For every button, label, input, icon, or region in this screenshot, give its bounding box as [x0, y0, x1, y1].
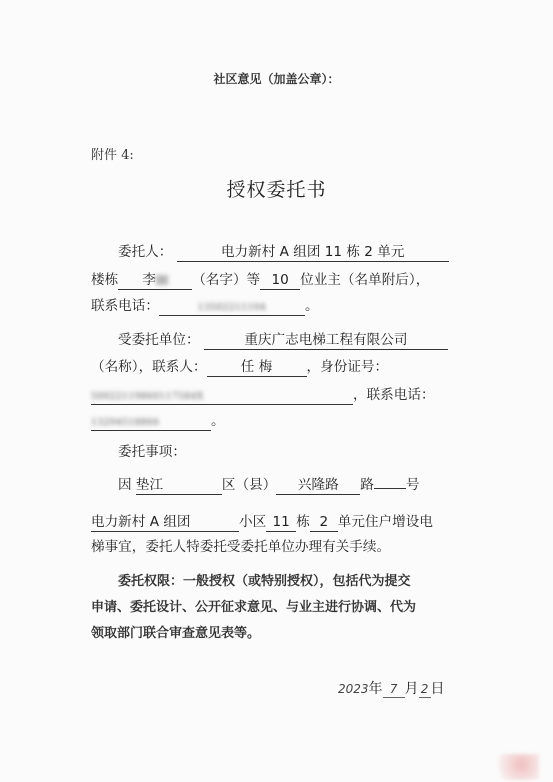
date-day: 2: [419, 683, 431, 698]
owner-count: 10: [260, 273, 300, 290]
agent-company: 重庆广志电梯工程有限公司: [204, 333, 448, 350]
agent-line-2: [91, 355, 475, 377]
agent-label: 受委托单位：: [118, 332, 200, 348]
matter-line-1: [118, 473, 475, 495]
client-phone-field: [159, 299, 305, 316]
red-seal-fragment: [495, 754, 539, 780]
client-phone-end: 。: [304, 298, 319, 314]
matter-road: 兴隆路: [276, 478, 360, 495]
agent-line-1: [118, 328, 475, 350]
client-name-field: [118, 273, 192, 290]
date-month: 7: [383, 683, 405, 698]
date-month-label: 月: [404, 681, 419, 697]
attachment-label: 附件 4:: [91, 148, 134, 163]
date-year: 2023: [338, 682, 369, 696]
agent-id-field: [91, 388, 353, 405]
owner-count-suffix: 位业主（名单附后），: [300, 272, 430, 288]
scope-line-3: 领取部门联合审查意见表等。: [91, 626, 261, 641]
agent-phone-end: 。: [211, 413, 225, 429]
matter-label-line: [118, 440, 475, 460]
agent-phone: 13294518866: [91, 418, 160, 428]
matter-label: 委托事项：: [118, 444, 186, 460]
agent-phone-field: [91, 414, 211, 431]
matter-unit-label: 单元住户增设电: [337, 514, 433, 530]
matter-number-label: 号: [405, 477, 420, 493]
client-line-2: [91, 268, 475, 290]
client-name-label: （名字）等: [192, 272, 261, 288]
page-title: 授权委托书: [226, 179, 327, 201]
community-opinion-label: 社区意见（加盖公章）：: [213, 72, 340, 86]
matter-district: 垫江: [136, 478, 222, 495]
agent-line-3: [91, 383, 475, 405]
agent-name-label: （名称），联系人：: [91, 359, 207, 375]
matter-prefix: 因: [118, 477, 132, 493]
matter-building-label: 栋: [296, 514, 310, 530]
client-line-3: [91, 294, 475, 316]
client-label: 委托人：: [118, 244, 173, 260]
client-name: 李: [142, 272, 156, 288]
client-phone-label: 联系电话：: [91, 298, 159, 314]
client-address: 电力新村 A 组团 11 栋 2 单元: [177, 245, 449, 262]
matter-building: 11: [266, 515, 296, 532]
date-day-label: 日: [430, 681, 445, 697]
matter-estate: 电力新村 A 组团: [91, 515, 239, 532]
client-unit-label: 楼栋: [91, 272, 119, 288]
matter-estate-label: 小区: [239, 514, 267, 530]
agent-line-4: [91, 409, 475, 431]
agent-id-label: ，身份证号：: [306, 359, 389, 375]
matter-unit: 2: [310, 515, 338, 532]
matter-road-label: 路: [360, 477, 374, 493]
agent-phone-label: ，联系电话：: [353, 387, 435, 403]
date-year-label: 年: [368, 681, 383, 697]
scope-line-2: 申请、委托设计、公开征求意见、与业主进行协调、代为: [91, 600, 417, 615]
signing-date: [338, 678, 445, 698]
matter-number-field: [374, 488, 406, 489]
redaction-mark: [156, 275, 168, 285]
scope-line-1: 委托权限：一般授权（或特别授权），包括代为提交: [118, 574, 411, 589]
agent-contact: 任 梅: [207, 360, 307, 377]
client-phone: 13502211104: [197, 303, 267, 313]
agent-id: 50022119860117584X: [91, 392, 204, 402]
matter-line2: 梯事宜，委托人特委托受委托单位办理有关手续。: [91, 539, 391, 555]
client-line-1: [118, 240, 475, 262]
matter-line-3: [91, 535, 475, 555]
matter-line-2: [91, 510, 475, 532]
matter-district-label: 区（县）: [221, 477, 277, 493]
